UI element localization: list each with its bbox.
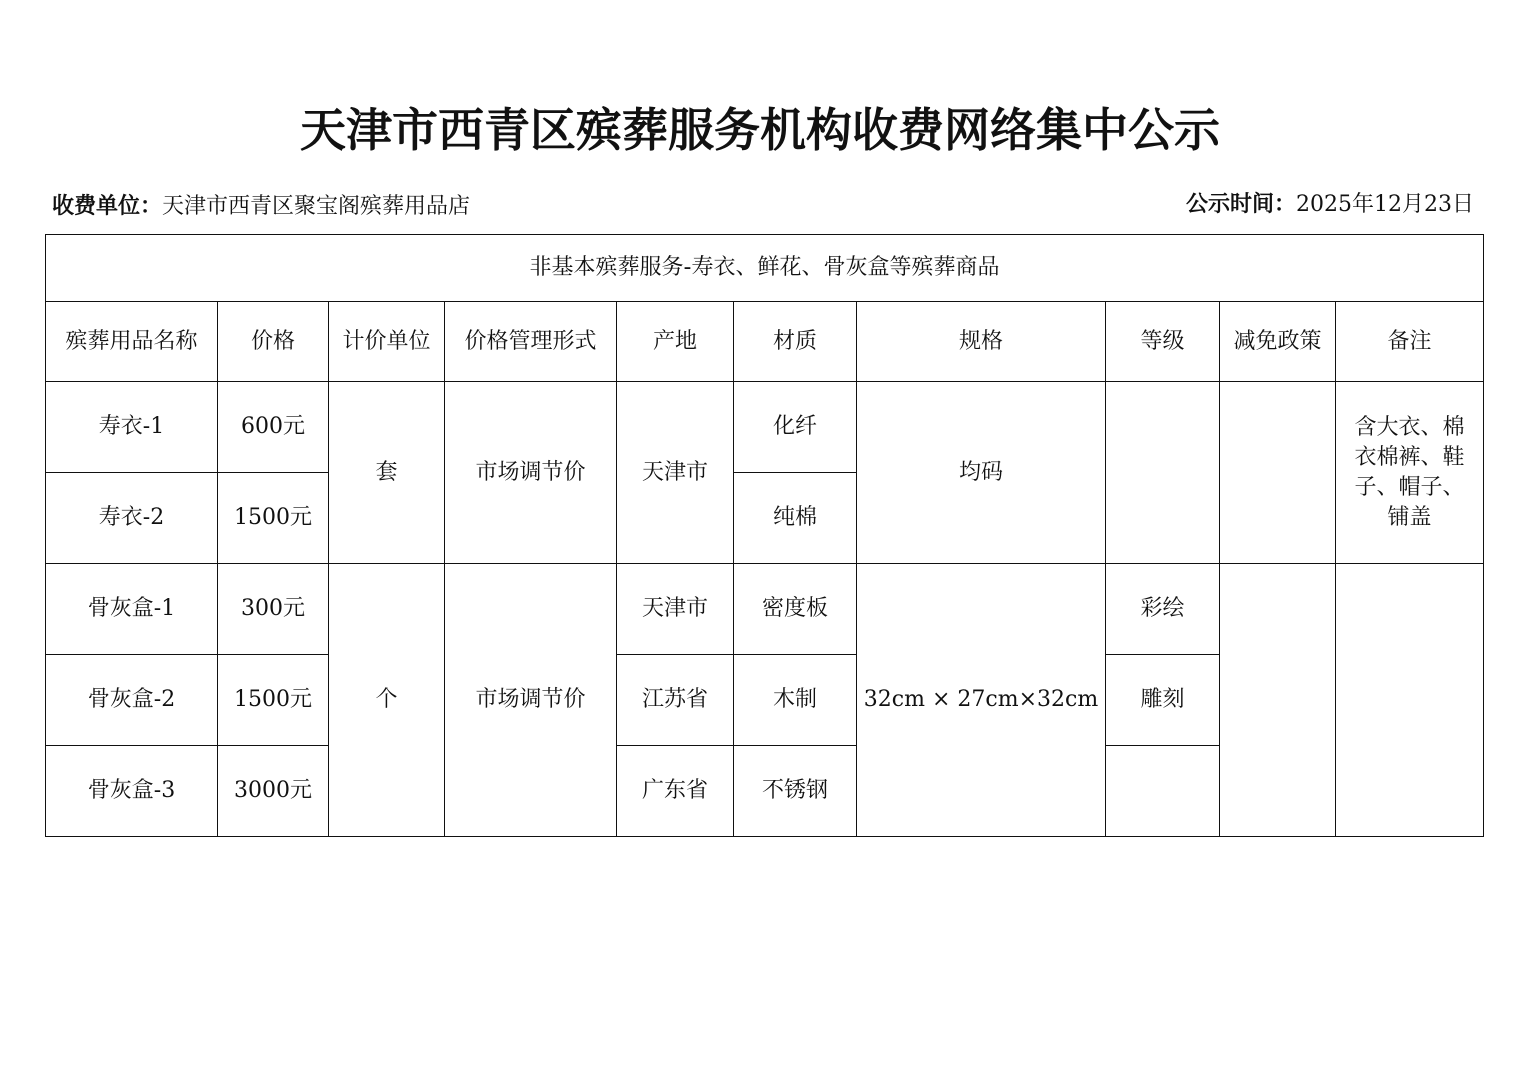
banner-row — [46, 235, 1484, 302]
header-grade: 等级 — [1106, 302, 1220, 382]
cell-pricing: 市场调节价 — [445, 564, 617, 837]
cell-relief — [1220, 564, 1336, 837]
header-origin: 产地 — [617, 302, 734, 382]
cell-price: 600元 — [218, 382, 329, 473]
header-material: 材质 — [734, 302, 857, 382]
cell-name: 寿衣-2 — [46, 473, 218, 564]
header-pricing: 价格管理形式 — [445, 302, 617, 382]
header-name: 殡葬用品名称 — [46, 302, 218, 382]
cell-origin: 江苏省 — [617, 655, 734, 746]
header-unit: 计价单位 — [329, 302, 445, 382]
cell-price: 300元 — [218, 564, 329, 655]
charging-unit-label: 收费单位： — [52, 194, 163, 219]
cell-material: 密度板 — [734, 564, 857, 655]
cell-name: 寿衣-1 — [46, 382, 218, 473]
cell-origin: 广东省 — [617, 746, 734, 837]
fee-table — [45, 234, 1484, 837]
cell-price: 3000元 — [218, 746, 329, 837]
cell-remark — [1336, 564, 1484, 837]
cell-spec: 32cm × 27cm×32cm — [857, 564, 1106, 837]
cell-remark: 含大衣、棉衣棉裤、鞋子、帽子、铺盖 — [1336, 382, 1484, 564]
cell-material: 木制 — [734, 655, 857, 746]
header-spec: 规格 — [857, 302, 1106, 382]
page-title: 天津市西青区殡葬服务机构收费网络集中公示 — [300, 103, 1220, 157]
cell-material: 纯棉 — [734, 473, 857, 564]
charging-unit-value: 天津市西青区聚宝阁殡葬用品店 — [162, 194, 471, 219]
publish-date-label: 公示时间： — [1186, 192, 1297, 217]
table-row — [46, 382, 1484, 473]
cell-unit: 个 — [329, 564, 445, 837]
cell-grade: 彩绘 — [1106, 564, 1220, 655]
cell-price: 1500元 — [218, 655, 329, 746]
cell-unit: 套 — [329, 382, 445, 564]
table-banner: 非基本殡葬服务-寿衣、鲜花、骨灰盒等殡葬商品 — [46, 235, 1484, 302]
publish-date-value: 2025年12月23日 — [1296, 192, 1474, 217]
cell-grade: 雕刻 — [1106, 655, 1220, 746]
cell-name: 骨灰盒-2 — [46, 655, 218, 746]
cell-spec: 均码 — [857, 382, 1106, 564]
header-remark: 备注 — [1336, 302, 1484, 382]
cell-grade — [1106, 382, 1220, 564]
cell-relief — [1220, 382, 1336, 564]
cell-name: 骨灰盒-1 — [46, 564, 218, 655]
header-relief: 减免政策 — [1220, 302, 1336, 382]
cell-name: 骨灰盒-3 — [46, 746, 218, 837]
cell-grade — [1106, 746, 1220, 837]
cell-material: 化纤 — [734, 382, 857, 473]
publish-date — [1186, 188, 1474, 222]
cell-origin: 天津市 — [617, 382, 734, 564]
cell-origin: 天津市 — [617, 564, 734, 655]
header-row — [46, 302, 1484, 382]
charging-unit — [52, 190, 470, 224]
cell-price: 1500元 — [218, 473, 329, 564]
header-price: 价格 — [218, 302, 329, 382]
cell-material: 不锈钢 — [734, 746, 857, 837]
table-row — [46, 564, 1484, 655]
cell-pricing: 市场调节价 — [445, 382, 617, 564]
